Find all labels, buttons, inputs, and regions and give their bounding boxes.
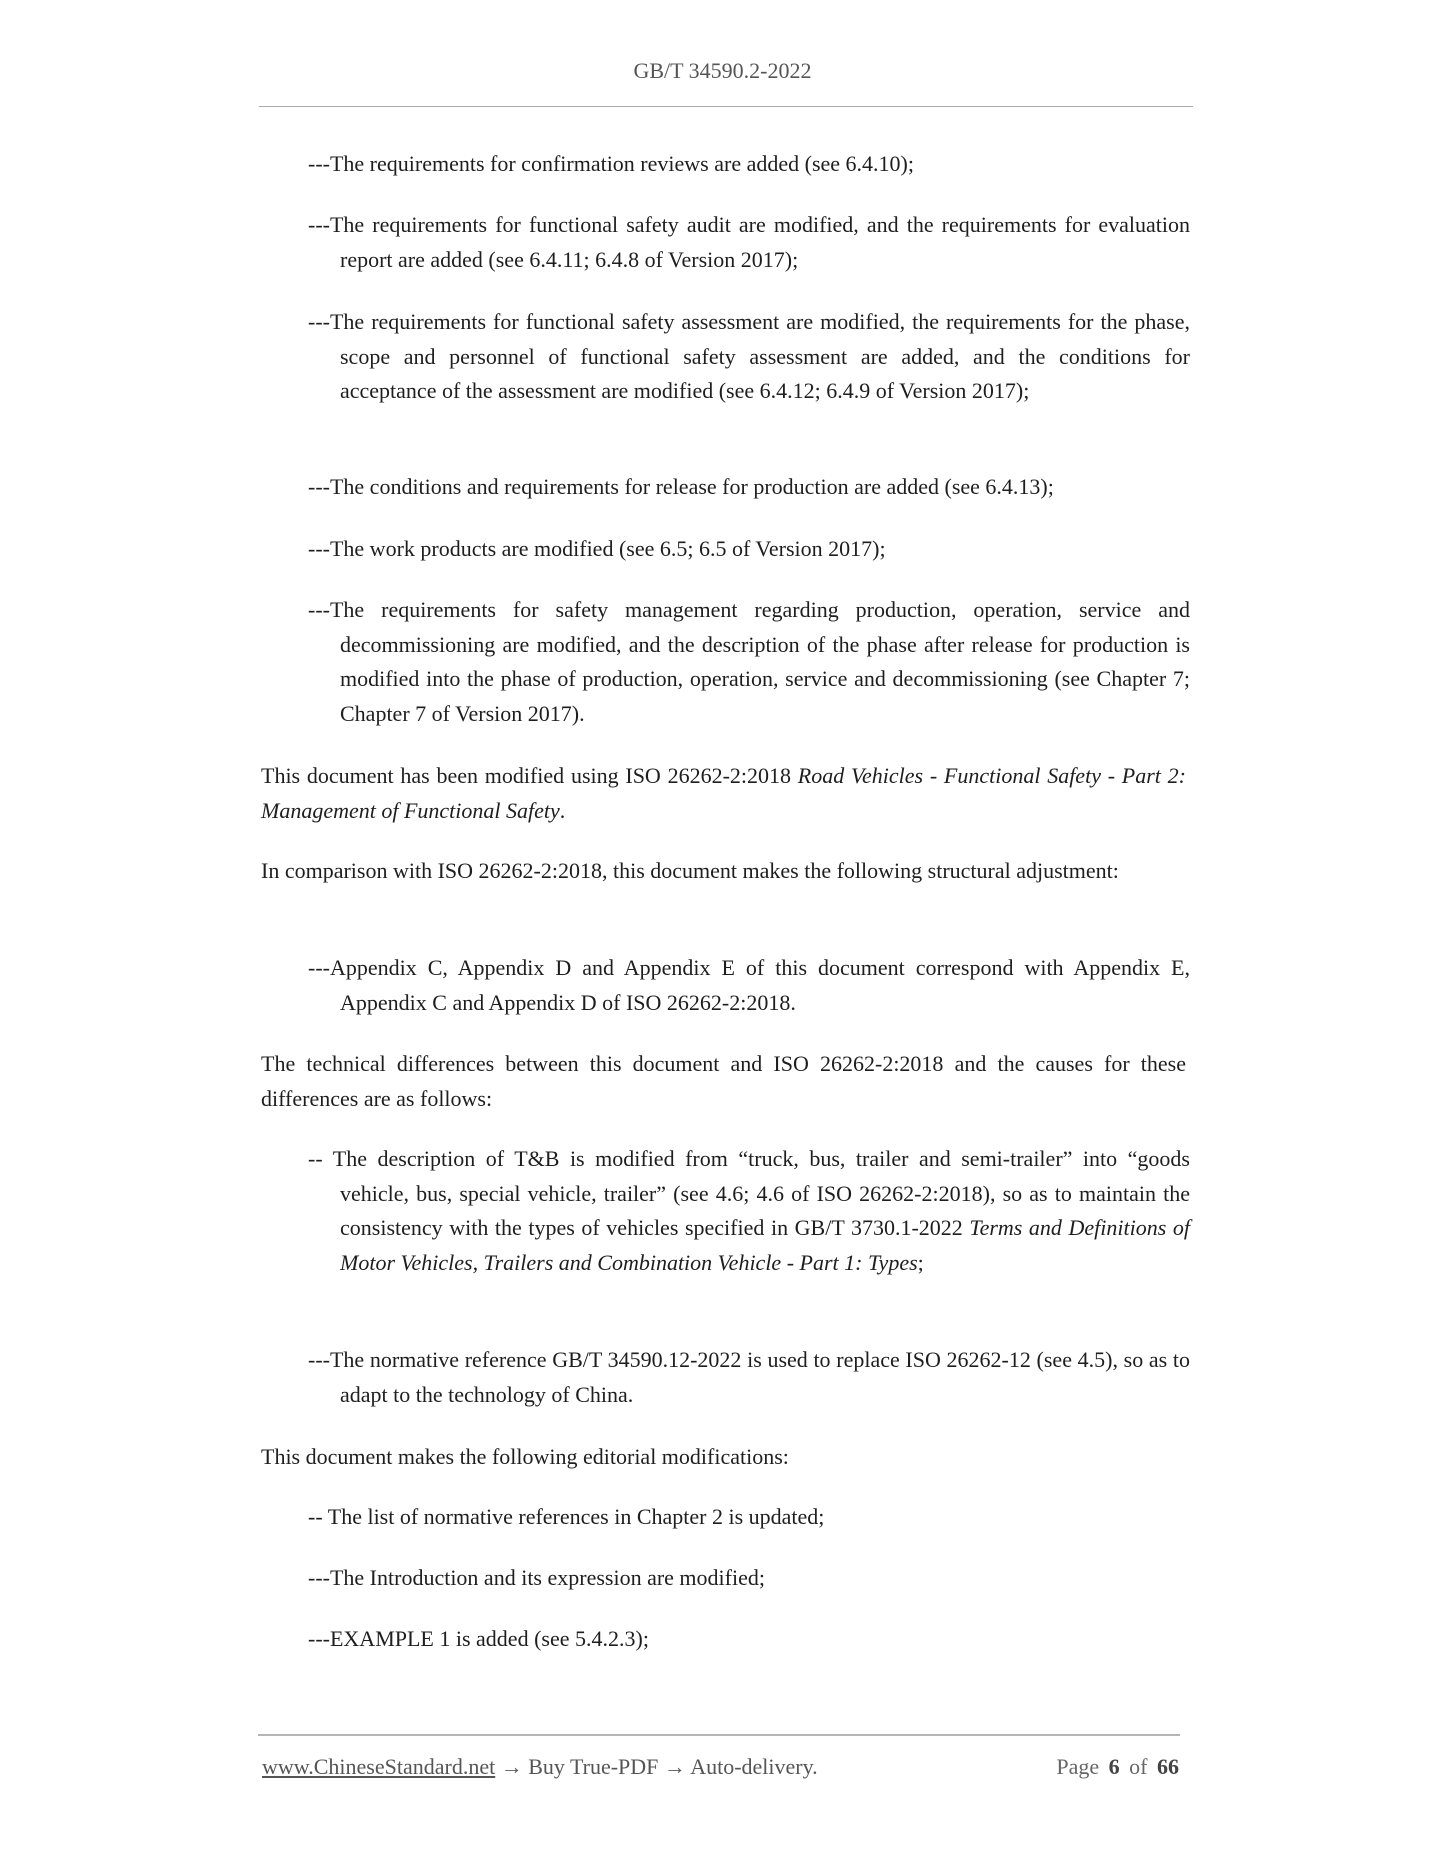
list-item: ---EXAMPLE 1 is added (see 5.4.2.3); (308, 1626, 649, 1651)
footer-divider (258, 1734, 1180, 1736)
list-item: -- The list of normative references in Chapter 2 is updated; (308, 1504, 825, 1529)
text: This document has been modified using ISO 26262-2:2018 (261, 763, 798, 788)
iso-title: Road Vehicles - Functional Safety - Part 2: Management of Functional Safety (261, 763, 1186, 823)
paragraph-editorial: This document makes the following editorial modifications: (261, 1444, 789, 1469)
page-label: Page (1056, 1754, 1100, 1779)
website-link[interactable]: www.ChineseStandard.net (262, 1754, 496, 1779)
footer-promo: → Buy True-PDF → Auto-delivery. (495, 1754, 818, 1779)
list-item: ---The conditions and requirements for release for production are added (see 6.4.13); (308, 474, 1054, 499)
paragraph-iso-reference (261, 759, 1186, 828)
list-item: ---The normative reference GB/T 34590.12-2022 is used to replace ISO 26262-12 (see 4.5), so as to adapt to the technology of China. (308, 1347, 1190, 1407)
page-number (1056, 1754, 1179, 1780)
footer-text (262, 1754, 818, 1780)
list-item: ---The requirements for safety management regarding production, operation, service and decommissioning are modified, and the description of the phase after release for production is modified into the phase of production, operation, service and decommissioning (see Chapter 7; Chapter 7 of Version 2017). (308, 597, 1190, 726)
list-item: ---The Introduction and its expression are modified; (308, 1565, 765, 1590)
paragraph-technical: The technical differences between this document and ISO 26262-2:2018 and the causes for these differences are as follows: (261, 1051, 1186, 1111)
total-pages: 66 (1157, 1754, 1179, 1779)
current-page: 6 (1108, 1754, 1120, 1779)
text: ; (917, 1249, 924, 1275)
list-item: ---The requirements for confirmation reviews are added (see 6.4.10); (308, 151, 914, 176)
standard-title: Terms and Definitions of Motor Vehicles, Trailers and Combination Vehicle - Part 1: Types (340, 1215, 1190, 1275)
text: . (559, 797, 566, 823)
list-item: ---The work products are modified (see 6.5; 6.5 of Version 2017); (308, 536, 886, 561)
paragraph-structural: In comparison with ISO 26262-2:2018, this document makes the following structural adjustment: (261, 858, 1119, 883)
list-item: ---The requirements for functional safety assessment are modified, the requirements for the phase, scope and personnel of functional safety assessment are added, and the conditions for acceptance of the assessment are modified (see 6.4.12; 6.4.9 of Version 2017); (308, 309, 1190, 404)
of-label: of (1129, 1754, 1148, 1779)
list-item: ---The requirements for functional safety audit are modified, and the requirements for evaluation report are added (see 6.4.11; 6.4.8 of Version 2017); (308, 212, 1190, 272)
document-header-title: GB/T 34590.2-2022 (633, 58, 812, 83)
text: -- The description of T&B is modified from “truck, bus, trailer and semi-trailer” into “goods vehicle, bus, special vehicle, trailer” (see 4.6; 4.6 of ISO 26262-2:2018), so as to maintain the consistency with the types of vehicles specified in GB/T 3730.1-2022 (308, 1146, 1190, 1241)
list-item (308, 1142, 1190, 1280)
header-divider (259, 106, 1193, 107)
list-item: ---Appendix C, Appendix D and Appendix E of this document correspond with Appendix E, Appendix C and Appendix D of ISO 26262-2:2018. (308, 955, 1190, 1015)
